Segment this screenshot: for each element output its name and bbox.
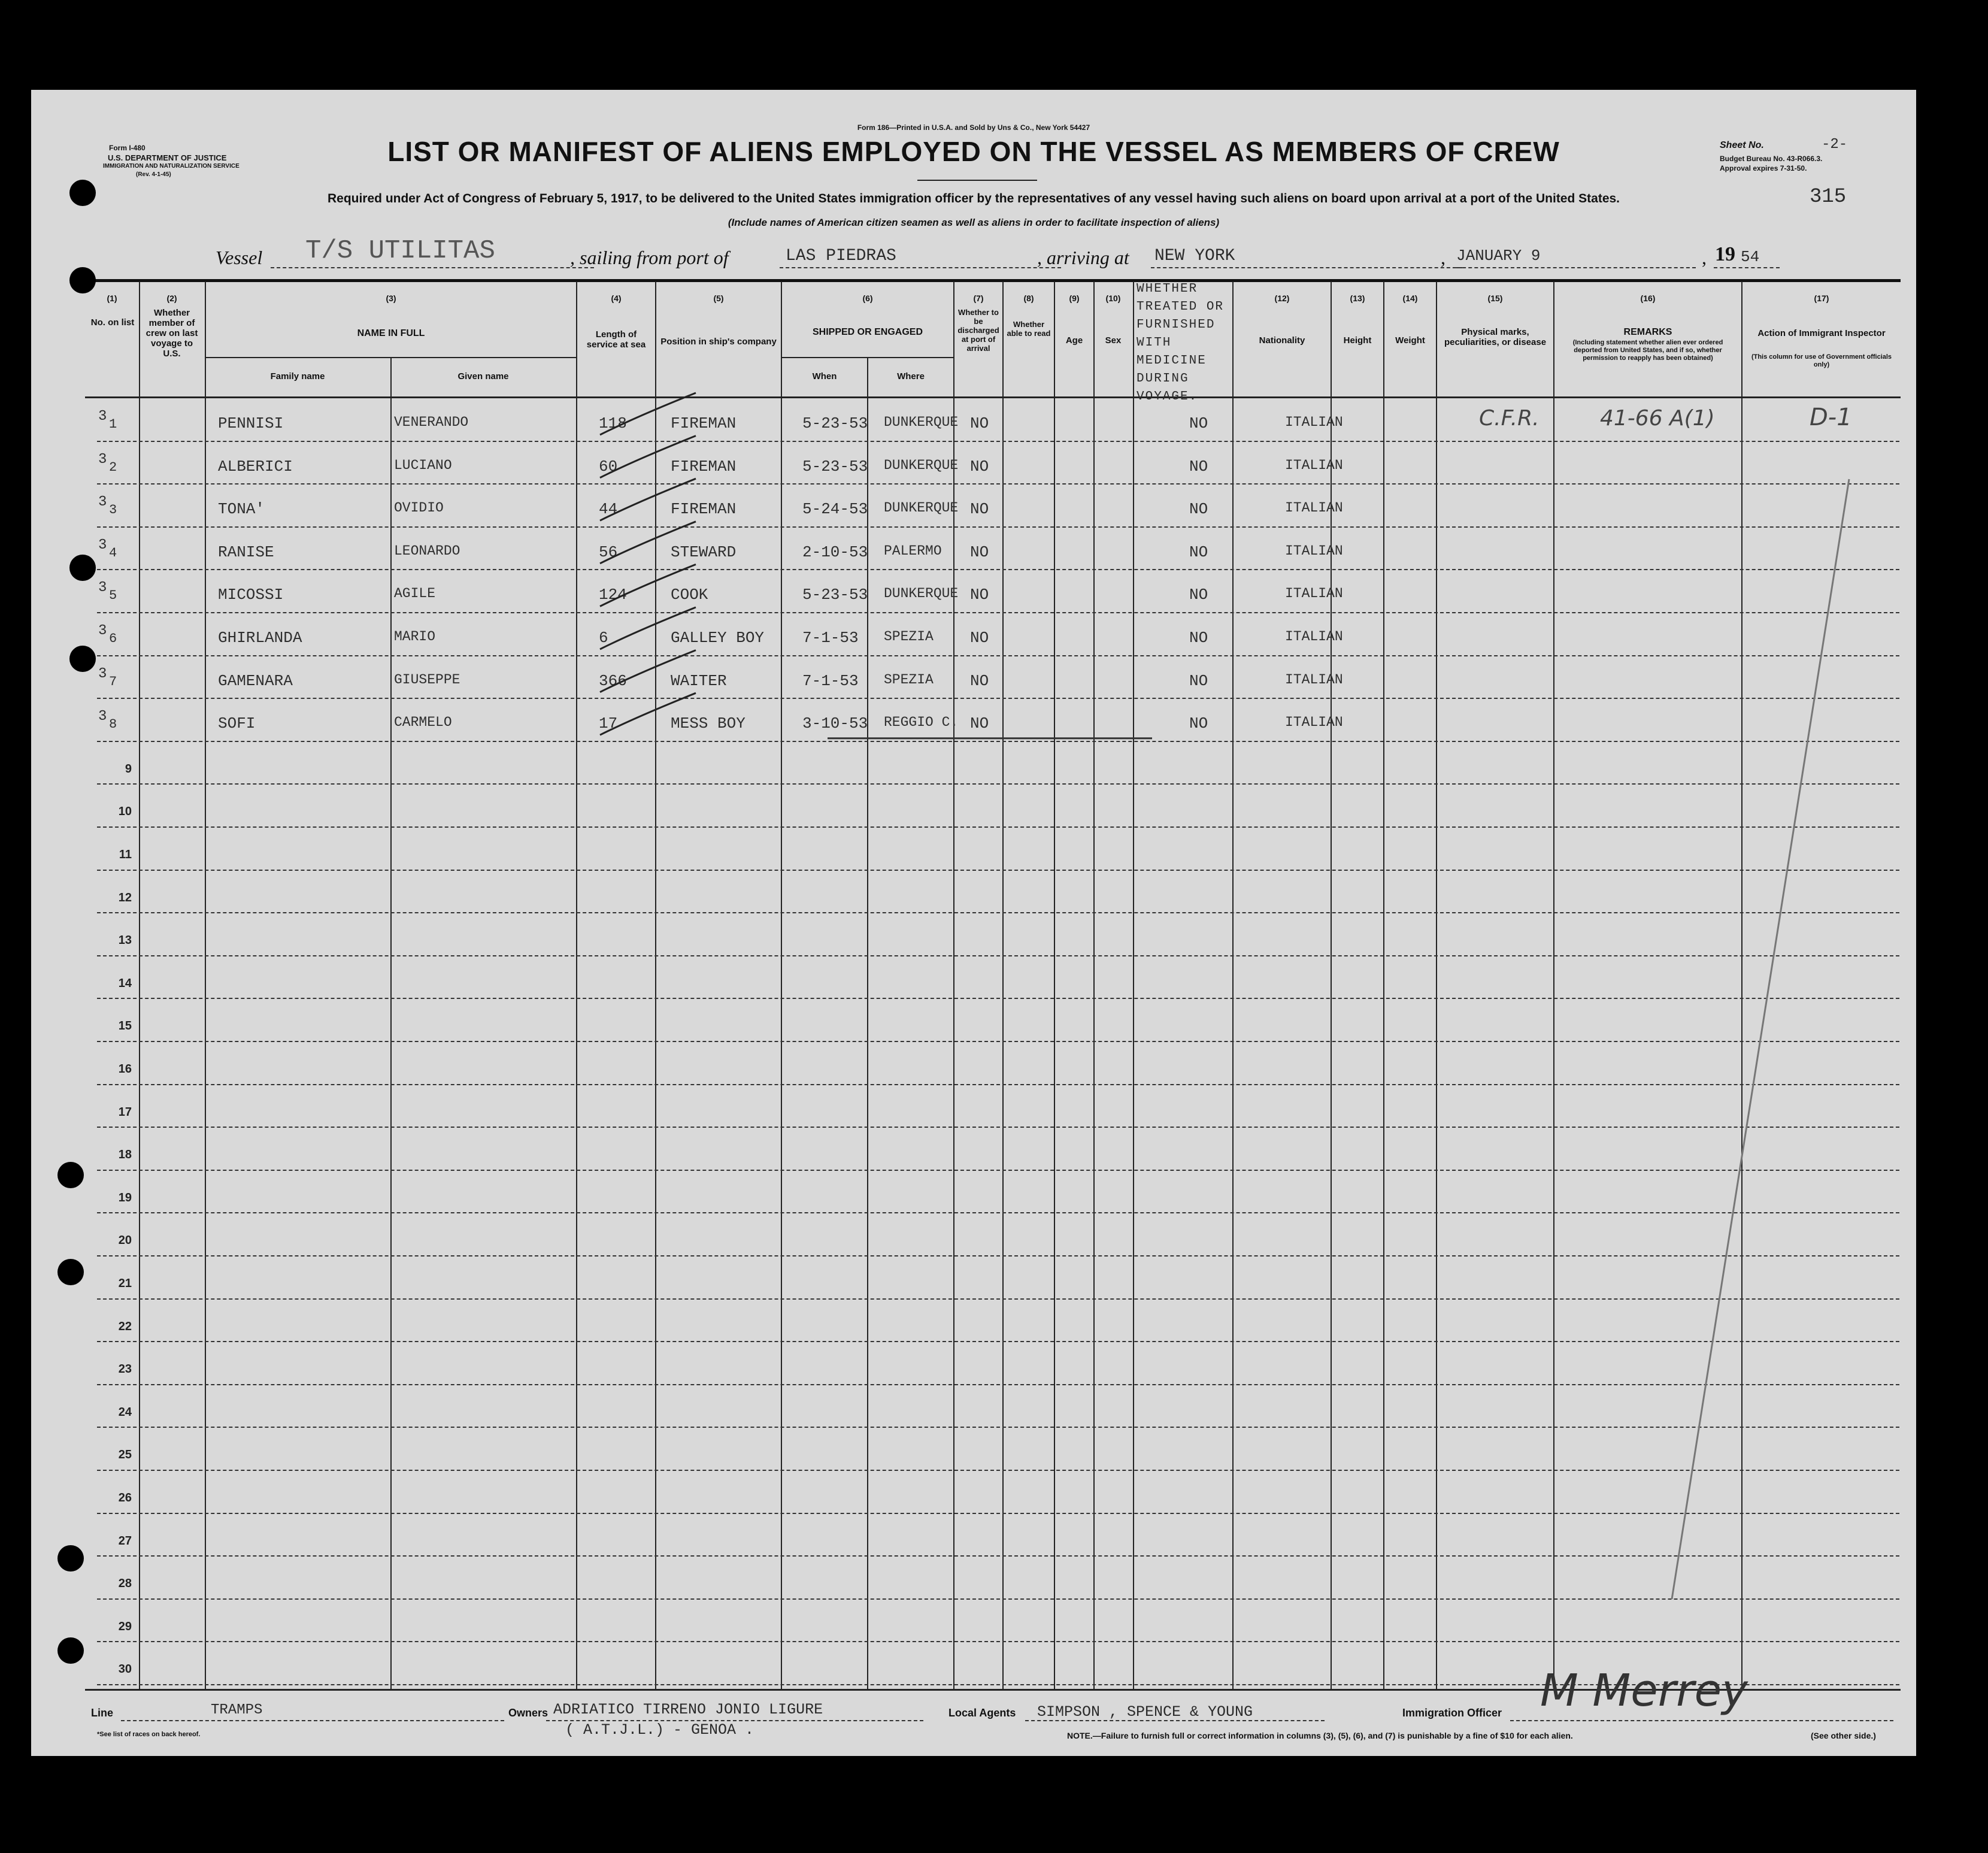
row-number: 30 — [118, 1663, 132, 1676]
row-prefix: 3 — [98, 451, 107, 468]
given-name: CARMELO — [394, 714, 452, 731]
family-name-header: Family name — [270, 371, 325, 382]
nationality: ITALIAN — [1285, 457, 1343, 473]
medicine: NO — [1189, 500, 1208, 519]
agents-label: Local Agents — [948, 1707, 1016, 1719]
row-number: 18 — [118, 1148, 132, 1162]
col3-header: NAME IN FULL — [357, 328, 425, 338]
row-number: 3 — [109, 502, 117, 518]
penalty-note: NOTE.—Failure to furnish full or correct information in columns (3), (5), (6), and (7) is punishable by a fine of $10 for each alien. — [1067, 1731, 1573, 1740]
vessel-label: Vessel — [216, 247, 263, 268]
col4-header: Length of service at sea — [586, 329, 646, 350]
col17-subheader: (This column for use of Government officials only) — [1751, 353, 1892, 368]
row-number: 15 — [118, 1019, 132, 1033]
row-number: 1 — [109, 417, 117, 432]
given-name: MARIO — [394, 629, 436, 644]
family-name: GHIRLANDA — [218, 629, 302, 647]
col8-header: Whether able to read — [1007, 320, 1051, 338]
pencil-annotations — [31, 90, 1916, 1756]
col2-num: (2) — [166, 293, 177, 303]
include-note: (Include names of American citizen seamen as well as aliens in order to facilitate inspection of aliens) — [728, 217, 1220, 228]
col5-num: (5) — [713, 293, 724, 303]
medicine: NO — [1189, 543, 1208, 561]
officer-label: Immigration Officer — [1402, 1707, 1502, 1719]
owners-label: Owners — [508, 1707, 548, 1719]
stamp-number: 315 — [1810, 186, 1847, 208]
nationality: ITALIAN — [1285, 671, 1343, 688]
races-note: *See list of races on back hereof. — [97, 1731, 201, 1738]
row-number: 12 — [118, 891, 132, 904]
given-name: GIUSEPPE — [394, 671, 460, 688]
shipped-when: 3-10-53 — [802, 714, 868, 733]
shipped-when: 5-23-53 — [802, 586, 868, 604]
form-rev: (Rev. 4-1-45) — [136, 171, 171, 178]
sheet-label: Sheet No. — [1720, 140, 1764, 150]
row-number: 19 — [118, 1191, 132, 1204]
col2-header: Whether member of crew on last voyage to U.S. — [146, 308, 198, 359]
discharged: NO — [970, 500, 989, 519]
col13-header: Height — [1343, 335, 1372, 346]
printer-line: Form 186—Printed in U.S.A. and Sold by Uns & Co., New York 54427 — [857, 123, 1090, 132]
family-name: RANISE — [218, 543, 274, 561]
row-prefix: 3 — [98, 408, 107, 425]
row-prefix: 3 — [98, 537, 107, 553]
discharged: NO — [970, 543, 989, 561]
given-name: LEONARDO — [394, 543, 460, 559]
given-name: AGILE — [394, 586, 436, 602]
service-length: 6 — [599, 629, 608, 647]
given-name: LUCIANO — [394, 457, 452, 473]
col16-num: (16) — [1640, 293, 1656, 303]
col17-num: (17) — [1814, 293, 1829, 303]
page-title: LIST OR MANIFEST OF ALIENS EMPLOYED ON THE VESSEL AS MEMBERS OF CREW — [387, 136, 1560, 167]
manifest-sheet: Form I-480 U.S. DEPARTMENT OF JUSTICE IMMIGRATION AND NATURALIZATION SERVICE (Rev. 4-1-45) Form 186—Printed in U.S.A. and Sold by Uns & Co., New York 54427 LIST OR MANIFEST OF ALIENS EMPLOYED ON THE VESSEL AS MEMBERS OF CREW Required under Act of Congress of February 5, 1917, to be delivered to the United States immigration officer by the representatives of any vessel having such aliens on board upon arrival at a port of the United States. (Include names of American citizen seamen as well as aliens in order to facilitate inspection of aliens) Sheet No. -2- Budget Bureau No. 43-R066.3. Approval expires 7-31-50. 315 Vessel T/S UTILITAS , sailing from port of LAS PIEDRAS , arriving at NEW YORK , JANUARY 9 , 19 54 (1) No. on list (2) Whether member of crew on last voyage to U.S. (3) NAME IN FULL Family name Given name (4) Length of service at sea (5) Position in ship's company (6) SHIPPED OR ENGAGED When Where (7) Whether to be discharged at port of arrival (8) Whether able to read (9) Age (10) Sex WHETHER TREATED OR FURNISHED WITH MEDICINE DURING VOYAGE. (12) Nationality (13) Height (14) Weight (15) Physical marks, peculiarities, or disease (16) REMARKS (Including statement whether alien ever ordered deported from United States, and if so, whether permission to reapply has been obtained) (17) Action of Immigrant Inspector (This column for use of Government officials only) 3 1 PENNISI VENERANDO 118 FIREMAN 5-23-53 DUNKERQUE NO NO ITALIAN C.F.R. 41-66 A(1) D-1 3 2 ALBERICI LUCIANO 60 FIREMAN 5-23-53 DUNKERQUE NO NO ITALIAN 3 3 TONA' OVIDIO 44 FIREMAN 5-24-53 DUNKERQUE NO NO ITALIAN 3 4 RANISE LEONARDO 56 STEWARD 2-10-53 PALERMO NO NO ITALIAN 3 5 MICOSSI AGILE 124 COOK 5-23-53 DUNKERQUE NO NO ITALIAN 3 6 GHIRLANDA MARIO 6 GALLEY BOY 7-1-53 SPEZIA NO NO ITALIAN 3 7 GAMENARA GIUSEPPE 366 WAITER 7-1-53 SPEZIA NO NO ITALIAN 3 8 SOFI CARMELO 17 MESS BOY 3-10-53 REGGIO C. NO NO ITALIAN 9 10 11 12 13 14 15 16 17 18 19 20 21 22 23 24 25 26 27 28 29 30 Line TRAMPS *See list of races on back hereof. Owners ADRIATICO TIRRENO JONIO LIGURE ( A.T.J.L.) - GENOA . Local Agents SIMPSON , SPENCE & YOUNG Immigration Officer M Merrey NOTE.—Failure to furnish full or correct information in columns (3), (5), (6), and (7) is punishable by a fine of $10 for each alien. (See other side.) — [31, 90, 1916, 1756]
see-other-side: (See other side.) — [1811, 1731, 1876, 1740]
year-prefix: 19 — [1715, 243, 1735, 265]
discharged: NO — [970, 629, 989, 647]
shipped-where: PALERMO — [884, 543, 942, 559]
col12-num: (12) — [1274, 293, 1290, 303]
col11-header: WHETHER TREATED OR FURNISHED WITH MEDICINE DURING VOYAGE. — [1137, 282, 1225, 404]
discharged: NO — [970, 457, 989, 476]
shipped-when: 7-1-53 — [802, 629, 859, 647]
medicine: NO — [1189, 714, 1208, 733]
binder-hole — [69, 555, 96, 581]
row-number: 6 — [109, 631, 117, 646]
position: FIREMAN — [671, 500, 737, 519]
col9-num: (9) — [1069, 293, 1080, 303]
shipped-where: DUNKERQUE — [884, 414, 959, 430]
col4-num: (4) — [611, 293, 622, 303]
medicine: NO — [1189, 457, 1208, 476]
given-name: OVIDIO — [394, 500, 444, 516]
position: FIREMAN — [671, 414, 737, 432]
service-length: 366 — [599, 671, 627, 690]
service-length: 60 — [599, 457, 618, 476]
family-name: SOFI — [218, 714, 256, 733]
medicine: NO — [1189, 671, 1208, 690]
col7-header: Whether to be discharged at port of arrival — [957, 308, 999, 353]
row-number: 17 — [118, 1105, 132, 1119]
row-number: 7 — [109, 674, 117, 689]
binder-hole — [57, 1637, 84, 1664]
service-length: 56 — [599, 543, 618, 561]
row-prefix: 3 — [98, 708, 107, 725]
position: GALLEY BOY — [671, 629, 765, 647]
position: STEWARD — [671, 543, 737, 561]
shipped-when: 5-24-53 — [802, 500, 868, 519]
binder-hole — [57, 1259, 84, 1285]
row-number: 27 — [118, 1534, 132, 1548]
discharged: NO — [970, 714, 989, 733]
nationality: ITALIAN — [1285, 500, 1343, 516]
col17-header: Action of Immigrant Inspector — [1757, 328, 1886, 338]
col16-header: REMARKS — [1623, 327, 1672, 337]
row-number: 2 — [109, 459, 117, 475]
row-number: 22 — [118, 1319, 132, 1333]
family-name: ALBERICI — [218, 457, 293, 476]
nationality: ITALIAN — [1285, 586, 1343, 602]
form-id: Form I-480 — [109, 144, 146, 152]
vessel-name: T/S UTILITAS — [305, 236, 495, 266]
col12-header: Nationality — [1259, 335, 1305, 346]
row-number: 5 — [109, 588, 117, 604]
col7-num: (7) — [973, 293, 984, 303]
shipped-where: SPEZIA — [884, 629, 934, 644]
row-prefix: 3 — [98, 494, 107, 511]
row-number: 26 — [118, 1491, 132, 1504]
position: COOK — [671, 586, 708, 604]
arriving-label: , arriving at — [1037, 247, 1129, 268]
given-name-header: Given name — [457, 371, 509, 382]
shipped-when: 2-10-53 — [802, 543, 868, 561]
col6-num: (6) — [862, 293, 873, 303]
col1-header: No. on list — [90, 317, 135, 328]
col9-header: Age — [1065, 335, 1083, 346]
row-number: 28 — [118, 1577, 132, 1591]
nationality: ITALIAN — [1285, 714, 1343, 731]
col3-num: (3) — [386, 293, 396, 303]
col10-header: Sex — [1105, 335, 1122, 346]
service-length: 124 — [599, 586, 627, 604]
row-number: 8 — [109, 717, 117, 732]
shipped-where: DUNKERQUE — [884, 457, 959, 473]
row-number: 4 — [109, 545, 117, 561]
inspector-action: D-1 — [1810, 404, 1852, 431]
row-number: 20 — [118, 1234, 132, 1248]
col13-num: (13) — [1350, 293, 1365, 303]
arriving-port: NEW YORK — [1154, 247, 1235, 265]
physical-marks: C.F.R. — [1479, 406, 1540, 431]
approval-expires: Approval expires 7-31-50. — [1720, 164, 1807, 172]
row-number: 16 — [118, 1062, 132, 1076]
sailing-port: LAS PIEDRAS — [786, 247, 896, 265]
family-name: TONA' — [218, 500, 265, 519]
line-value: TRAMPS — [211, 1702, 263, 1718]
binder-hole — [69, 180, 96, 206]
col14-num: (14) — [1402, 293, 1418, 303]
sheet-number: -2- — [1822, 137, 1848, 153]
binder-hole — [57, 1162, 84, 1188]
remarks: 41-66 A(1) — [1600, 406, 1715, 431]
row-prefix: 3 — [98, 665, 107, 682]
service-length: 17 — [599, 714, 618, 733]
given-name: VENERANDO — [394, 414, 469, 430]
medicine: NO — [1189, 629, 1208, 647]
where-header: Where — [897, 371, 925, 382]
row-number: 21 — [118, 1277, 132, 1290]
row-number: 25 — [118, 1448, 132, 1462]
binder-hole — [69, 267, 96, 293]
family-name: PENNISI — [218, 414, 284, 432]
col15-num: (15) — [1487, 293, 1503, 303]
officer-signature: M Merrey — [1540, 1665, 1748, 1716]
col15-header: Physical marks, peculiarities, or disease — [1444, 327, 1547, 347]
row-prefix: 3 — [98, 580, 107, 597]
row-prefix: 3 — [98, 623, 107, 639]
inspector-pencil-line — [1672, 479, 1849, 1599]
medicine: NO — [1189, 586, 1208, 604]
owners-value: ADRIATICO TIRRENO JONIO LIGURE — [553, 1701, 823, 1718]
shipped-where: DUNKERQUE — [884, 586, 959, 602]
col1-num: (1) — [107, 293, 117, 303]
position: FIREMAN — [671, 457, 737, 476]
row-number: 24 — [118, 1405, 132, 1419]
nationality: ITALIAN — [1285, 543, 1343, 559]
row-number: 14 — [118, 976, 132, 990]
binder-hole — [69, 646, 96, 672]
position: WAITER — [671, 671, 727, 690]
position: MESS BOY — [671, 714, 746, 733]
family-name: GAMENARA — [218, 671, 293, 690]
shipped-where: SPEZIA — [884, 671, 934, 688]
line-label: Line — [91, 1707, 114, 1719]
medicine: NO — [1189, 414, 1208, 432]
row-number: 10 — [118, 805, 132, 819]
row-number: 13 — [118, 934, 132, 947]
col10-num: (10) — [1105, 293, 1121, 303]
col16-subheader: (Including statement whether alien ever ordered deported from United States, and if so, whether permission to reapply has been obtained) — [1572, 339, 1723, 362]
service-length: 118 — [599, 414, 627, 432]
agents-value: SIMPSON , SPENCE & YOUNG — [1037, 1703, 1253, 1721]
shipped-where: REGGIO C. — [884, 714, 959, 731]
row-number: 9 — [125, 762, 132, 776]
nationality: ITALIAN — [1285, 629, 1343, 644]
col8-num: (8) — [1023, 293, 1034, 303]
year-suffix: 54 — [1741, 248, 1760, 266]
family-name: MICOSSI — [218, 586, 284, 604]
owners-value-2: ( A.T.J.L.) - GENOA . — [565, 1721, 754, 1739]
binder-hole — [57, 1545, 84, 1572]
row-number: 11 — [119, 848, 132, 861]
sailing-label: , sailing from port of — [570, 247, 729, 268]
service: IMMIGRATION AND NATURALIZATION SERVICE — [103, 163, 240, 169]
nationality: ITALIAN — [1285, 414, 1343, 430]
discharged: NO — [970, 671, 989, 690]
discharged: NO — [970, 586, 989, 604]
arrival-date: JANUARY 9 — [1456, 247, 1541, 265]
shipped-when: 7-1-53 — [802, 671, 859, 690]
col5-header: Position in ship's company — [660, 337, 777, 347]
row-number: 29 — [118, 1619, 132, 1633]
discharged: NO — [970, 414, 989, 432]
budget-bureau: Budget Bureau No. 43-R066.3. — [1720, 155, 1823, 163]
shipped-where: DUNKERQUE — [884, 500, 959, 516]
department: U.S. DEPARTMENT OF JUSTICE — [108, 153, 227, 162]
col6-header: SHIPPED OR ENGAGED — [812, 327, 923, 337]
subtitle: Required under Act of Congress of February 5, 1917, to be delivered to the United States immigration officer by the representatives of any vessel having such aliens on board upon arrival at a port of the United States. — [327, 192, 1620, 205]
shipped-when: 5-23-53 — [802, 457, 868, 476]
col14-header: Weight — [1395, 335, 1425, 346]
when-header: When — [812, 371, 837, 382]
row-number: 23 — [118, 1362, 132, 1376]
service-length: 44 — [599, 500, 618, 519]
shipped-when: 5-23-53 — [802, 414, 868, 432]
